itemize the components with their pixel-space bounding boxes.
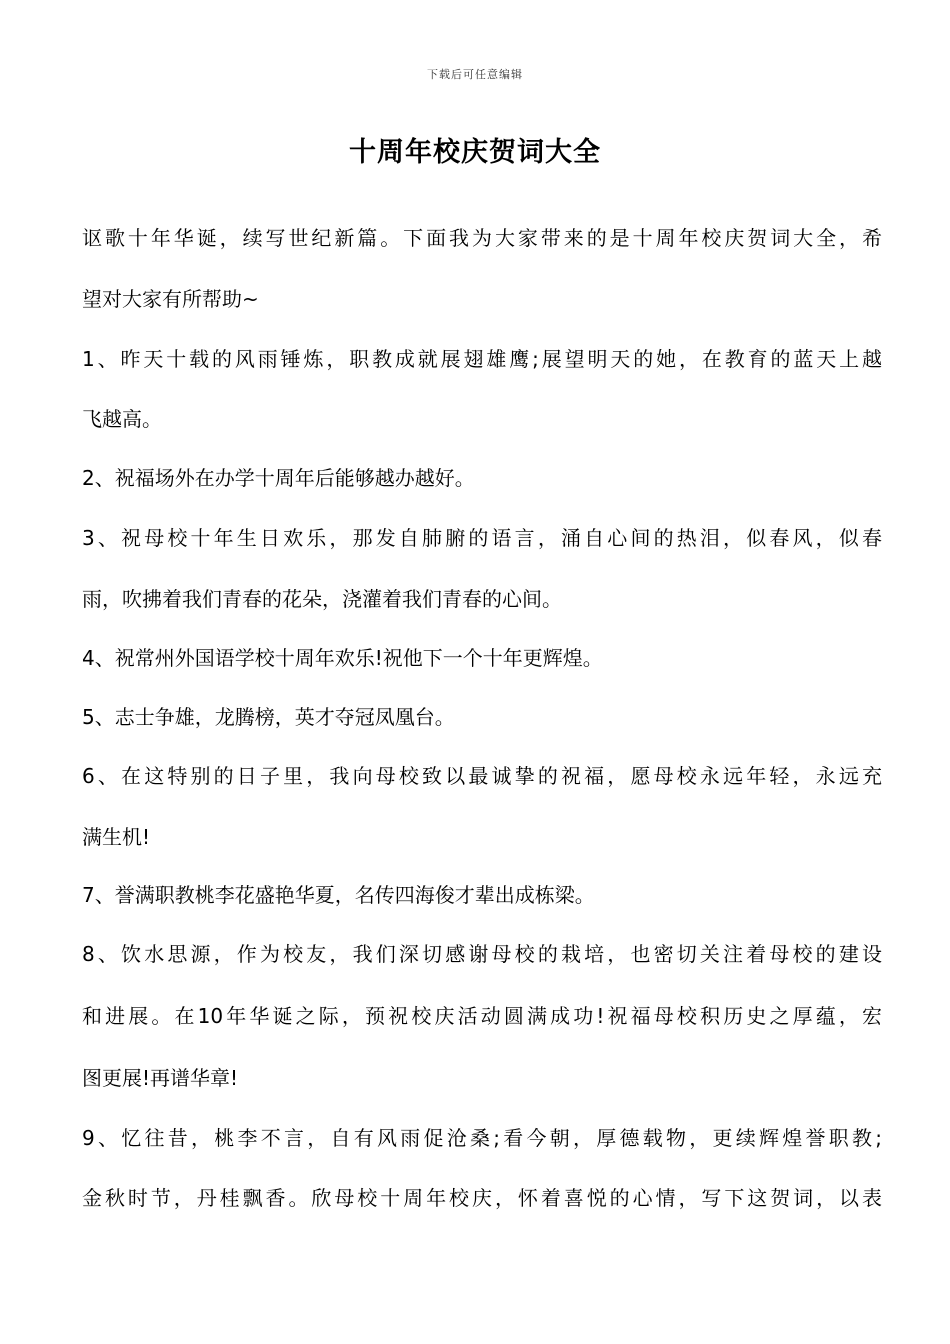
- paragraph-line: 雨，吹拂着我们青春的花朵，浇灌着我们青春的心间。: [82, 587, 562, 611]
- paragraph-line: 飞越高。: [82, 407, 162, 431]
- document-title: 十周年校庆贺词大全: [349, 137, 601, 168]
- paragraph-line: 和进展。在10年华诞之际，预祝校庆活动圆满成功!祝福母校积历史之厚蕴，宏: [82, 1004, 882, 1028]
- paragraph-line: 7、誉满职教桃李花盛艳华夏，名传四海俊才辈出成栋梁。: [82, 883, 595, 907]
- paragraph-line: 9、忆往昔，桃李不言，自有风雨促沧桑;看今朝，厚德载物，更续辉煌誉职教;: [82, 1126, 882, 1150]
- paragraph-line: 望对大家有所帮助~: [82, 287, 259, 311]
- paragraph-line: 满生机!: [82, 825, 151, 849]
- paragraph-line: 3、祝母校十年生日欢乐，那发自肺腑的语言，涌自心间的热泪，似春风，似春: [82, 526, 882, 550]
- paragraph-line: 1、昨天十载的风雨锤炼，职教成就展翅雄鹰;展望明天的她，在教育的蓝天上越: [82, 347, 882, 371]
- header-note: 下载后可任意编辑: [427, 68, 523, 81]
- paragraph-line: 金秋时节，丹桂飘香。欣母校十周年校庆，怀着喜悦的心情，写下这贺词，以表: [82, 1186, 882, 1210]
- paragraph-line: 8、饮水思源，作为校友，我们深切感谢母校的栽培，也密切关注着母校的建设: [82, 942, 882, 966]
- paragraph-line: 讴歌十年华诞，续写世纪新篇。下面我为大家带来的是十周年校庆贺词大全，希: [82, 226, 882, 250]
- paragraph-line: 6、在这特别的日子里，我向母校致以最诚挚的祝福，愿母校永远年轻，永远充: [82, 764, 882, 788]
- paragraph-line: 2、祝福场外在办学十周年后能够越办越好。: [82, 466, 475, 490]
- paragraph-line: 4、祝常州外国语学校十周年欢乐!祝他下一个十年更辉煌。: [82, 646, 603, 670]
- paragraph-line: 5、志士争雄，龙腾榜，英才夺冠凤凰台。: [82, 705, 455, 729]
- paragraph-line: 图更展!再谱华章!: [82, 1066, 239, 1090]
